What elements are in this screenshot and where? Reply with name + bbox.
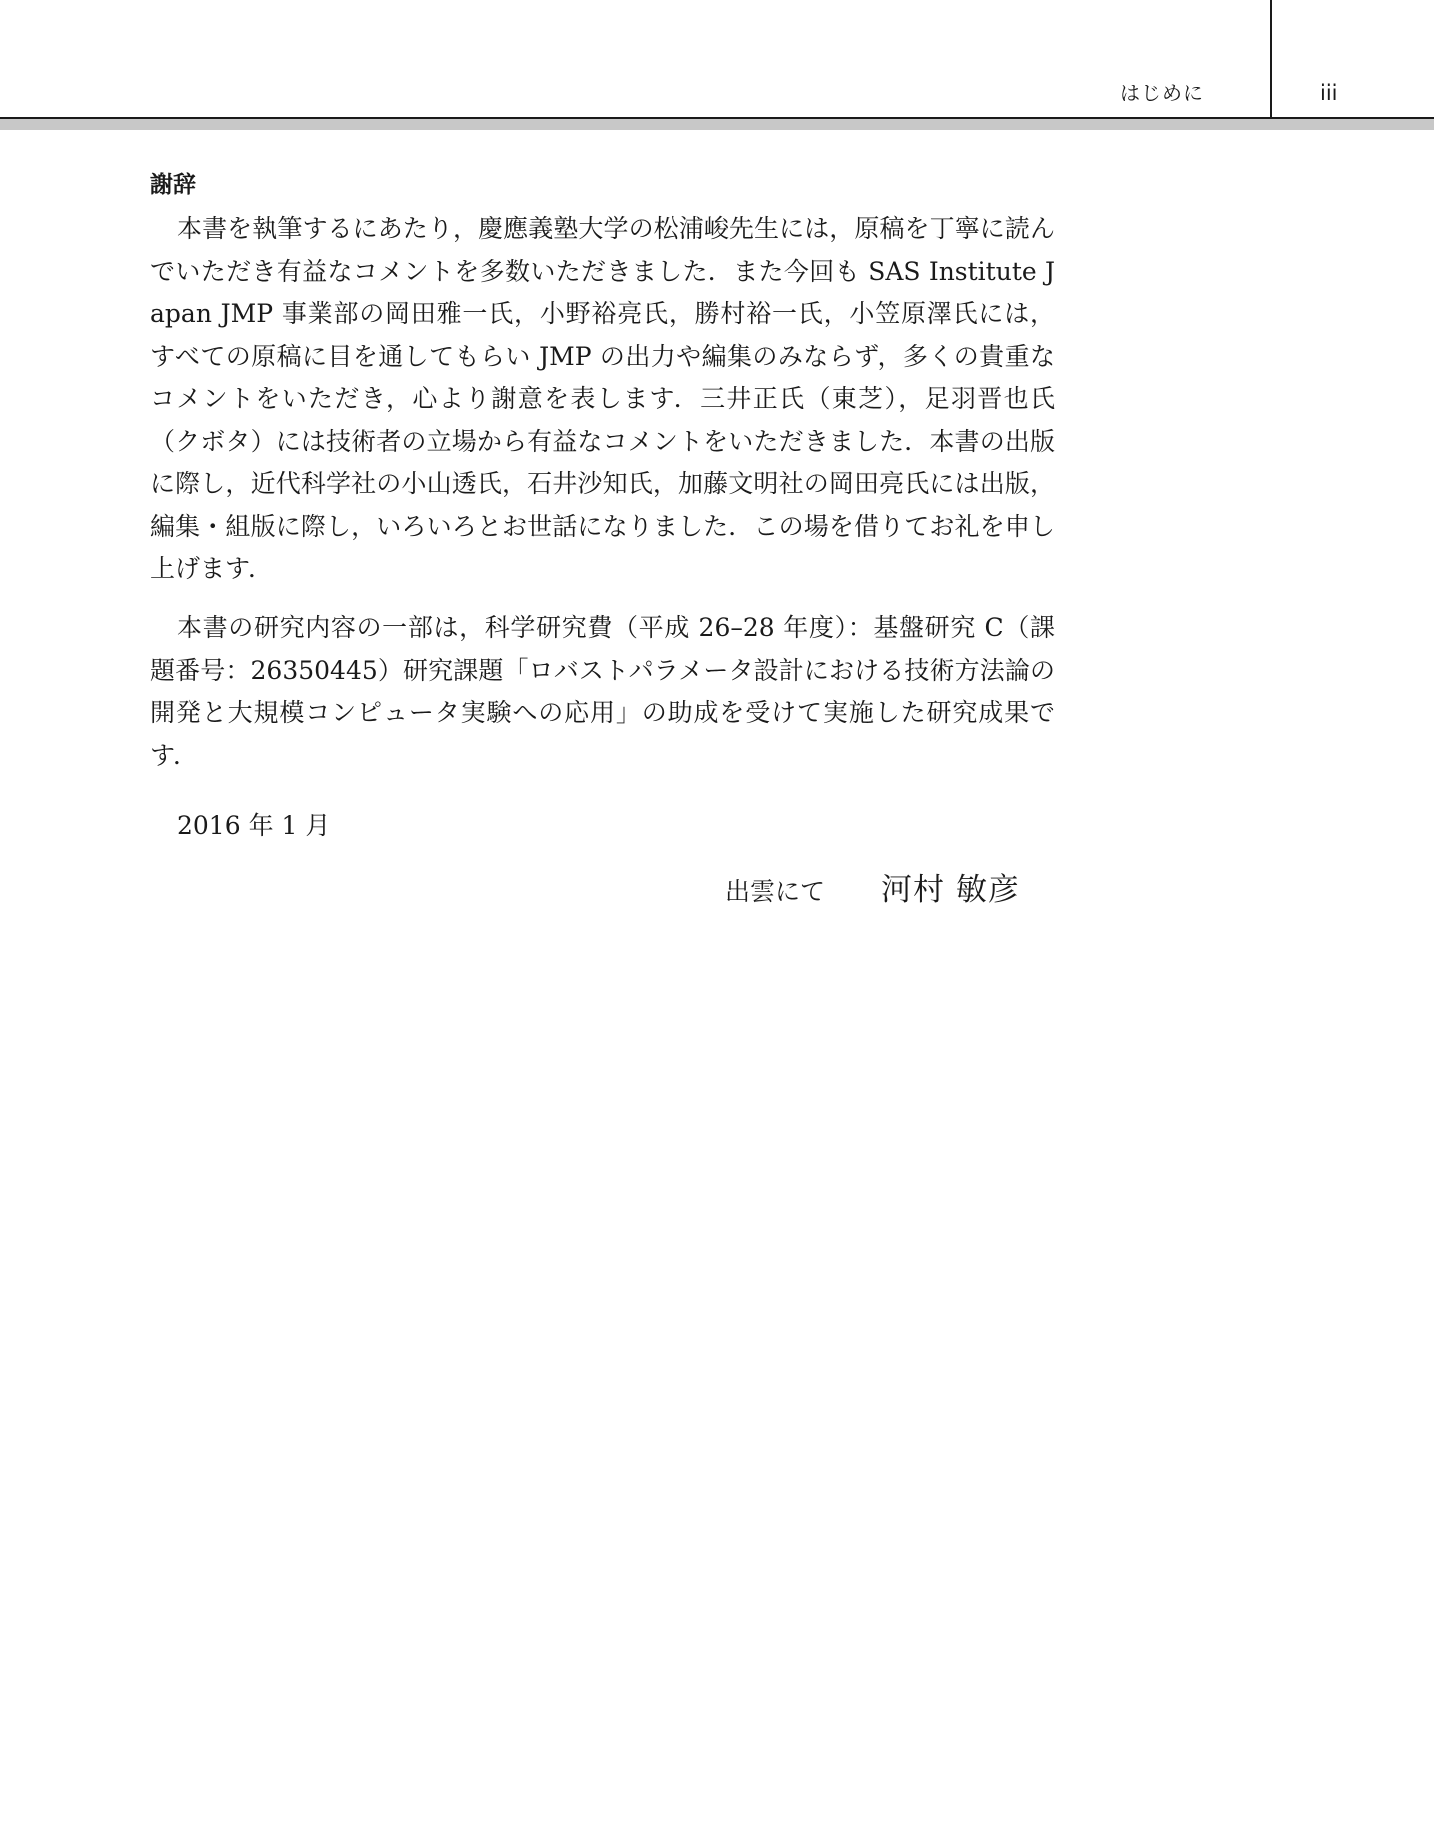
running-head: はじめに — [1120, 81, 1204, 105]
page-number: iii — [1320, 81, 1338, 105]
signature-place: 出雲にて — [725, 877, 826, 906]
header-band — [0, 119, 1434, 130]
author-name: 河村 敏彦 — [880, 872, 1020, 908]
funding-paragraph: 本書の研究内容の一部は，科学研究費（平成 26–28 年度）：基盤研究 C（課題番号：26350445）研究課題「ロバストパラメータ設計における技術方法論の開発と大規模コンピュータ実験への応用」の助成を受けて実施した研究成果です． — [150, 613, 1055, 770]
acknowledgement-paragraph: 本書を執筆するにあたり，慶應義塾大学の松浦峻先生には，原稿を丁寧に読んでいただき有益なコメントを多数いただきました．また今回も SAS Institute Japan JMP 事業部の岡田雅一氏，小野裕亮氏，勝村裕一氏，小笠原澤氏には，すべての原稿に目を通してもらい JMP の出力や編集のみならず，多くの貴重なコメントをいただき，心より謝意を表します．三井正氏（東芝），足羽晋也氏（クボタ）には技術者の立場から有益なコメントをいただきました．本書の出版に際し，近代科学社の小山透氏，石井沙知氏，加藤文明社の岡田亮氏には出版，編集・組版に際し，いろいろとお世話になりました．この場を借りてお礼を申し上げます． — [150, 214, 1055, 583]
date-line: 2016 年 1 月 — [177, 811, 331, 840]
header-vertical-rule — [1270, 0, 1272, 118]
signature — [725, 868, 1020, 914]
section-heading: 謝辞 — [150, 172, 196, 198]
